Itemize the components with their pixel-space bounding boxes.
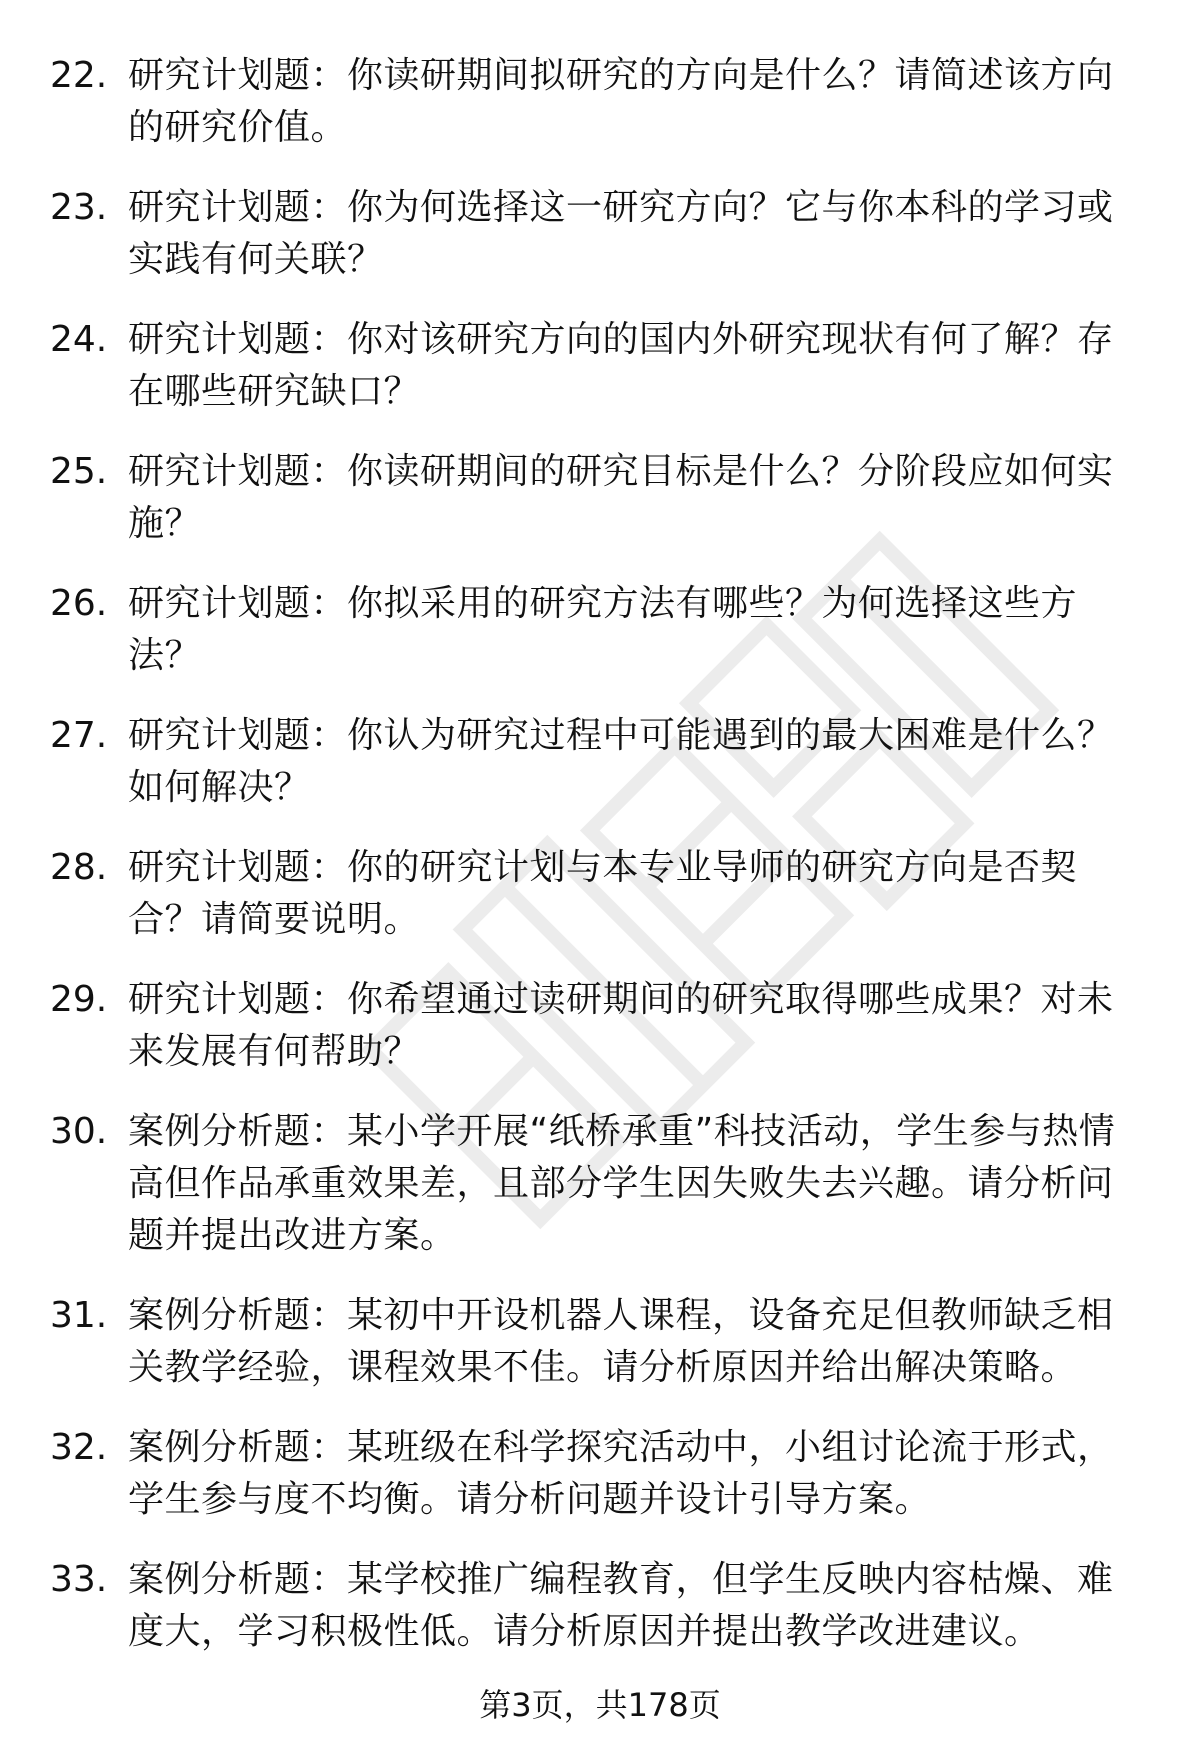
question-list [50,50,1140,1686]
question-text: 研究计划题：你希望通过读研期间的研究取得哪些成果？对未来发展有何帮助？ [128,979,1114,1072]
question-number: 32. [50,1427,108,1468]
question-number: 31. [50,1295,108,1336]
question-number: 22. [50,55,108,96]
question-item [50,314,1140,418]
question-item [50,1106,1140,1262]
question-item [50,1554,1140,1658]
question-number: 27. [50,715,108,756]
question-number: 26. [50,583,108,624]
page-number-footer: 第3页，共178页 [479,1686,721,1724]
question-text: 案例分析题：某班级在科学探究活动中，小组讨论流于形式，学生参与度不均衡。请分析问题并设计引导方案。 [128,1427,1114,1520]
question-text: 研究计划题：你的研究计划与本专业导师的研究方向是否契合？请简要说明。 [128,847,1078,940]
question-item [50,446,1140,550]
question-text: 研究计划题：你读研期间的研究目标是什么？分阶段应如何实施？ [128,451,1114,544]
question-item [50,1422,1140,1526]
question-number: 25. [50,451,108,492]
question-text: 研究计划题：你拟采用的研究方法有哪些？为何选择这些方法？ [128,583,1078,676]
question-item [50,182,1140,286]
question-number: 29. [50,979,108,1020]
question-item [50,710,1140,814]
question-text: 案例分析题：某小学开展“纸桥承重”科技活动，学生参与热情高但作品承重效果差，且部分学生因失败失去兴趣。请分析问题并提出改进方案。 [128,1111,1116,1256]
question-text: 研究计划题：你读研期间拟研究的方向是什么？请简述该方向的研究价值。 [128,55,1114,148]
question-item [50,842,1140,946]
question-item [50,1290,1140,1394]
question-text: 研究计划题：你为何选择这一研究方向？它与你本科的学习或实践有何关联？ [128,187,1114,280]
question-number: 28. [50,847,108,888]
question-text: 案例分析题：某初中开设机器人课程，设备充足但教师缺乏相关教学经验，课程效果不佳。请分析原因并给出解决策略。 [128,1295,1114,1388]
question-number: 24. [50,319,108,360]
question-text: 案例分析题：某学校推广编程教育，但学生反映内容枯燥、难度大，学习积极性低。请分析原因并提出教学改进建议。 [128,1559,1114,1652]
question-number: 23. [50,187,108,228]
question-number: 33. [50,1559,108,1600]
question-text: 研究计划题：你对该研究方向的国内外研究现状有何了解？存在哪些研究缺口？ [128,319,1114,412]
question-number: 30. [50,1111,108,1152]
question-item [50,974,1140,1078]
question-item [50,50,1140,154]
question-item [50,578,1140,682]
question-text: 研究计划题：你认为研究过程中可能遇到的最大困难是什么？如何解决？ [128,715,1114,808]
